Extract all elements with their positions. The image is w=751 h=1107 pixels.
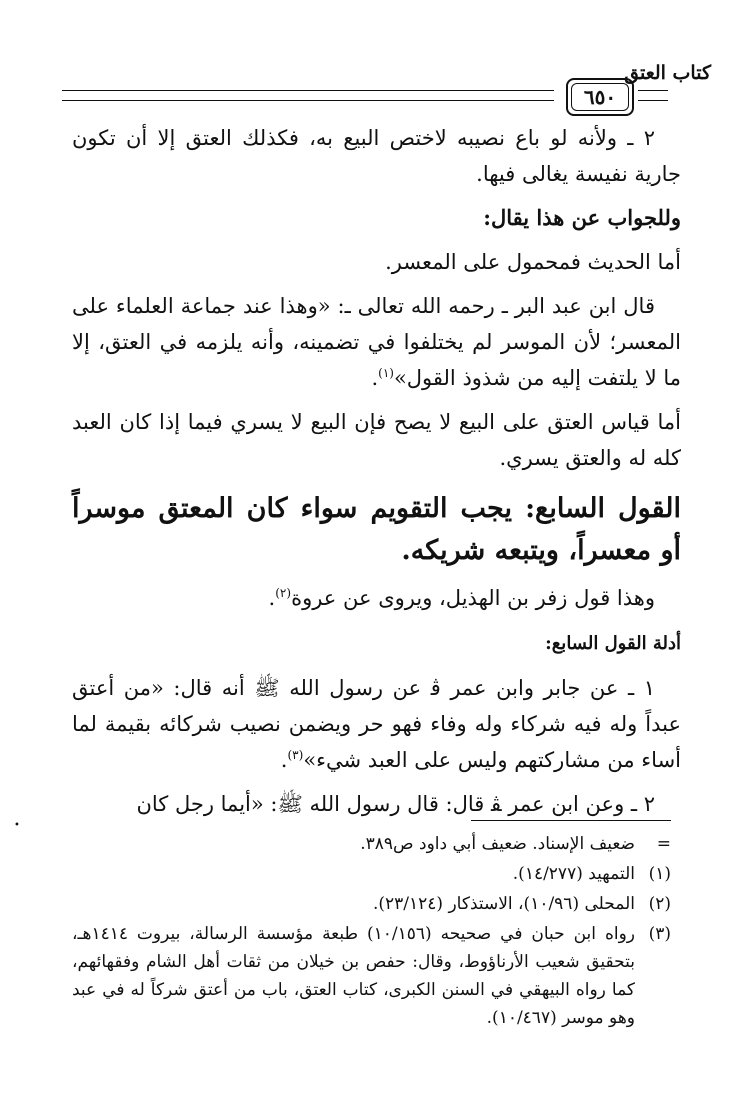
page-number: ٦٥٠ (566, 78, 634, 116)
main-text (72, 120, 681, 830)
paragraph-5: أما قياس العتق على البيع لا يصح فإن البيع لا يسري فيما إذا كان العبد كله له والعتق يسري. (72, 410, 681, 470)
paragraph-7-end: . (280, 748, 288, 772)
footnote-separator (471, 820, 671, 821)
paragraph-8: ٢ ـ وعن ابن عمر ﭭ قال: قال رسول الله ﷺ: «أيما رجل كان (136, 792, 655, 816)
paragraph-7-text: ١ ـ عن جابر وابن عمر ﭬ عن رسول الله ﷺ أنه قال: «من أعتق عبداً وله فيه شركاء وله وفاء فهو حر ويضمن نصيب شركائه بقيمة لما أساء من مشاركتهم وليس على العبد شيء» (72, 676, 681, 772)
footnote-ref-3: (٣) (287, 748, 304, 762)
footnote-3 (72, 920, 671, 1032)
reply-heading: وللجواب عن هذا يقال: (483, 205, 681, 230)
header-rule-short (638, 90, 668, 101)
section-heading: القول السابع: يجب التقويم سواء كان المعتق موسراً أو معسراً، ويتبعه شريكه. (72, 493, 681, 566)
paragraph-4-end: . (371, 366, 379, 390)
header-rule (62, 90, 554, 101)
footnote-ref-1: (١) (378, 366, 394, 380)
footnote-mark: (١) (648, 864, 671, 884)
footnotes (72, 830, 671, 1034)
footnote-text: المحلى (١٠/٩٦)، الاستذكار (٢٣/١٢٤). (372, 894, 635, 914)
paragraph-6 (72, 580, 681, 616)
paragraph-3: أما الحديث فمحمول على المعسر. (385, 250, 681, 274)
footnote-mark: = (656, 834, 671, 854)
footnote-mark: (٣) (648, 924, 671, 944)
footnote-2 (72, 890, 671, 918)
footnote-text: رواه ابن حبان في صحيحه (١٠/١٥٦) طبعة مؤسسة الرسالة، بيروت ١٤١٤هـ، بتحقيق شعيب الأرناؤوط، وقال: حفص بن خيلان من ثقات أهل الشام وفقهائهم، كما رواه البيهقي في السنن الكبرى، كتاب العتق، باب من أعتق شركاً له في عبد وهو موسر (١٠/٤٦٧). (72, 924, 636, 1028)
paragraph-6-end: . (268, 586, 276, 610)
paragraph-7 (72, 670, 681, 778)
scan-dot: • (14, 820, 20, 831)
evidence-heading: أدلة القول السابع: (545, 633, 681, 654)
footnote-text: التمهيد (١٤/٢٧٧). (512, 864, 635, 884)
paragraph-6-text: وهذا قول زفر بن الهذيل، ويروى عن عروة (291, 586, 655, 610)
paragraph-1: ٢ ـ ولأنه لو باع نصيبه لاختص البيع به، فكذلك العتق إلا أن تكون جارية نفيسة يغالى فيها. (72, 126, 681, 186)
paragraph-4-text: قال ابن عبد البر ـ رحمه الله تعالى ـ: «وهذا عند جماعة العلماء على المعسر؛ لأن الموسر لم يختلفوا في تضمينه، وأنه يلزمه في العتق، إلا ما لا يلتفت إليه من شذوذ القول» (72, 294, 681, 390)
footnote-mark: (٢) (648, 894, 671, 914)
footnote-ref-2: (٢) (275, 586, 292, 600)
footnote-continuation (72, 830, 671, 858)
paragraph-4 (72, 288, 681, 396)
footnote-1 (72, 860, 671, 888)
footnote-text: ضعيف الإسناد. ضعيف أبي داود ص٣٨٩. (360, 834, 635, 854)
running-title: كتاب العتق (624, 62, 711, 84)
